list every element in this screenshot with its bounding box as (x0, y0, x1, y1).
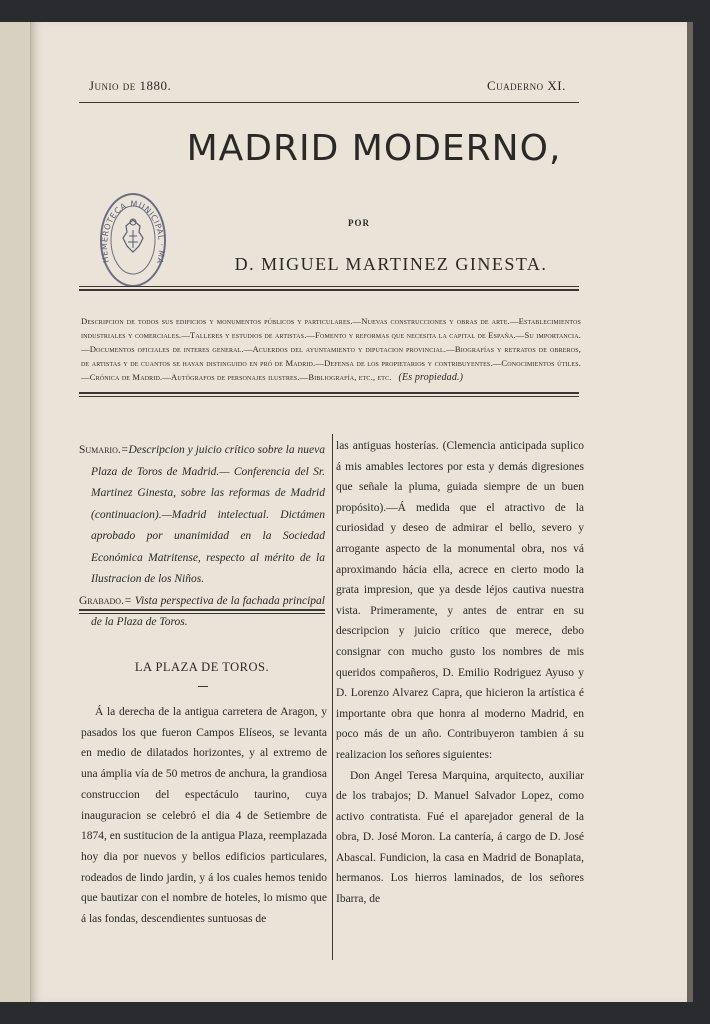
byline-por: POR (348, 218, 370, 228)
summary-rule-2 (79, 613, 325, 614)
facing-page-edge (0, 22, 31, 1002)
summary-text: =Descripcion y juicio crítico sobre la nueva Plaza de Toros de Madrid.— Conferencia del Sr. Martinez Ginesta, sobre las reformas de Madrid (continuacion).—Madrid intelectual. Dictámen aprobado por unanimidad en la Sociedad Económica Matritense, respecto al mérito de la Ilustracion de los Niños. (91, 444, 325, 585)
summary-block (79, 440, 325, 634)
library-stamp-icon (99, 192, 167, 288)
header-rule (79, 102, 579, 103)
newspaper-page (31, 22, 687, 1002)
column-divider (332, 434, 333, 960)
right-paragraph-1: las antiguas hosterías. (Clemencia anticipada suplico á mis amables lectores por esta y demás digresiones que señale la pluma, guiada siempre de un buen propósito).—Á medida que el atractivo de la curiosidad y deseo de admirar el bello, severo y arrogante aspecto de la monumental obra, nos vá aproximando hácia ella, acrece en cierto modo la grata impresion, que ya desde léjos cautiva nuestra vista. Primeramente, y antes de entrar en su descripcion y juicio crítico que merece, debo consignar con mucho gusto los nombres de mis queridos compañeros, D. Emilio Rodriguez Ayuso y D. Lorenzo Alvarez Capra, que hicieron la artística é importante obra que honra al moderno Madrid, en poco más de un año. Contribuyeron tambien á su realizacion los señores siguientes: (336, 440, 584, 761)
article-title: LA PLAZA DE TOROS. (134, 660, 270, 674)
engraving-paragraph (79, 591, 325, 634)
summary-label: Sumario. (79, 444, 121, 456)
author-name: D. MIGUEL MARTINEZ GINESTA. (234, 254, 548, 274)
masthead-rule-2 (79, 289, 579, 291)
engraving-text: = Vista perspectiva de la fachada principal de la Plaza de Toros. (91, 594, 325, 628)
issue-date: Junio de 1880. (89, 78, 172, 93)
issue-number: Cuaderno XI. (487, 78, 566, 93)
description-rule-2 (79, 396, 579, 397)
property-note: (Es propiedad.) (398, 372, 464, 383)
title-dash (198, 686, 208, 687)
description-rule-1 (79, 392, 579, 394)
article-right-column (336, 436, 584, 910)
article-left-column: Á la derecha de la antigua carretera de Aragon, y pasados los que fueron Campos Elíseos, se levanta en medio de dilatados horizontes, y al extremo de una ámplia vía de 50 metros de anchura, la grandiosa construccion del espectáculo taurino, cuya inauguracion se celebró el dia 4 de Setiembre de 1874, en sustitucion de la antigua Plaza, reemplazada hoy dia por nuevos y bellos edificios particulares, rodeados de lindo jardin, y á los cuales hemos tenido que bautizar con el nombre de hoteles, lo mismo que á las fondas, descendientes suntuosas de (81, 706, 327, 926)
svg-text:HEMEROTECA MUNICIPAL · MADRID (99, 192, 166, 265)
summary-rule-1 (79, 609, 325, 611)
masthead-rule-1 (79, 286, 579, 287)
engraving-label: Grabado. (79, 594, 124, 607)
summary-paragraph (79, 440, 325, 591)
description-text: Descripcion de todos sus edificios y monumentos públicos y particulares.—Nuevas construcciones y obras de arte.—Establecimientos industriales y comerciales.—Talleres y estudios de artistas.—Fomento y reformas que necesita la capital de España.—Su importancia.—Documentos oficiales de interes general.—Acuerdos del ayuntamiento y diputacion provincial.—Biografías y retratos de obreros, de artistas y de cuantos se hayan distinguido en pró de Madrid.—Defensa de los propietarios y contribuyentes.—Conocimientos útiles.—Crónica de Madrid.—Autógrafos de personajes ilustres.—Bibliografía, etc., etc. (81, 316, 581, 382)
right-paragraph-2: Don Angel Teresa Marquina, arquitecto, auxiliar de los trabajos; D. Manuel Salvador Lopez, como activo contratista. Fué el aparejador general de la obra, D. José Moron. La cantería, á cargo de D. José Abascal. Fundicion, la casa en Madrid de Bonaplata, hermanos. Los hierros laminados, de los señores Ibarra, de (336, 769, 584, 906)
page-shadow (687, 22, 693, 1002)
masthead-title: MADRID MODERNO, (186, 128, 562, 169)
contents-description (81, 314, 581, 385)
stamp-text: HEMEROTECA MUNICIPAL · MA (99, 199, 167, 265)
